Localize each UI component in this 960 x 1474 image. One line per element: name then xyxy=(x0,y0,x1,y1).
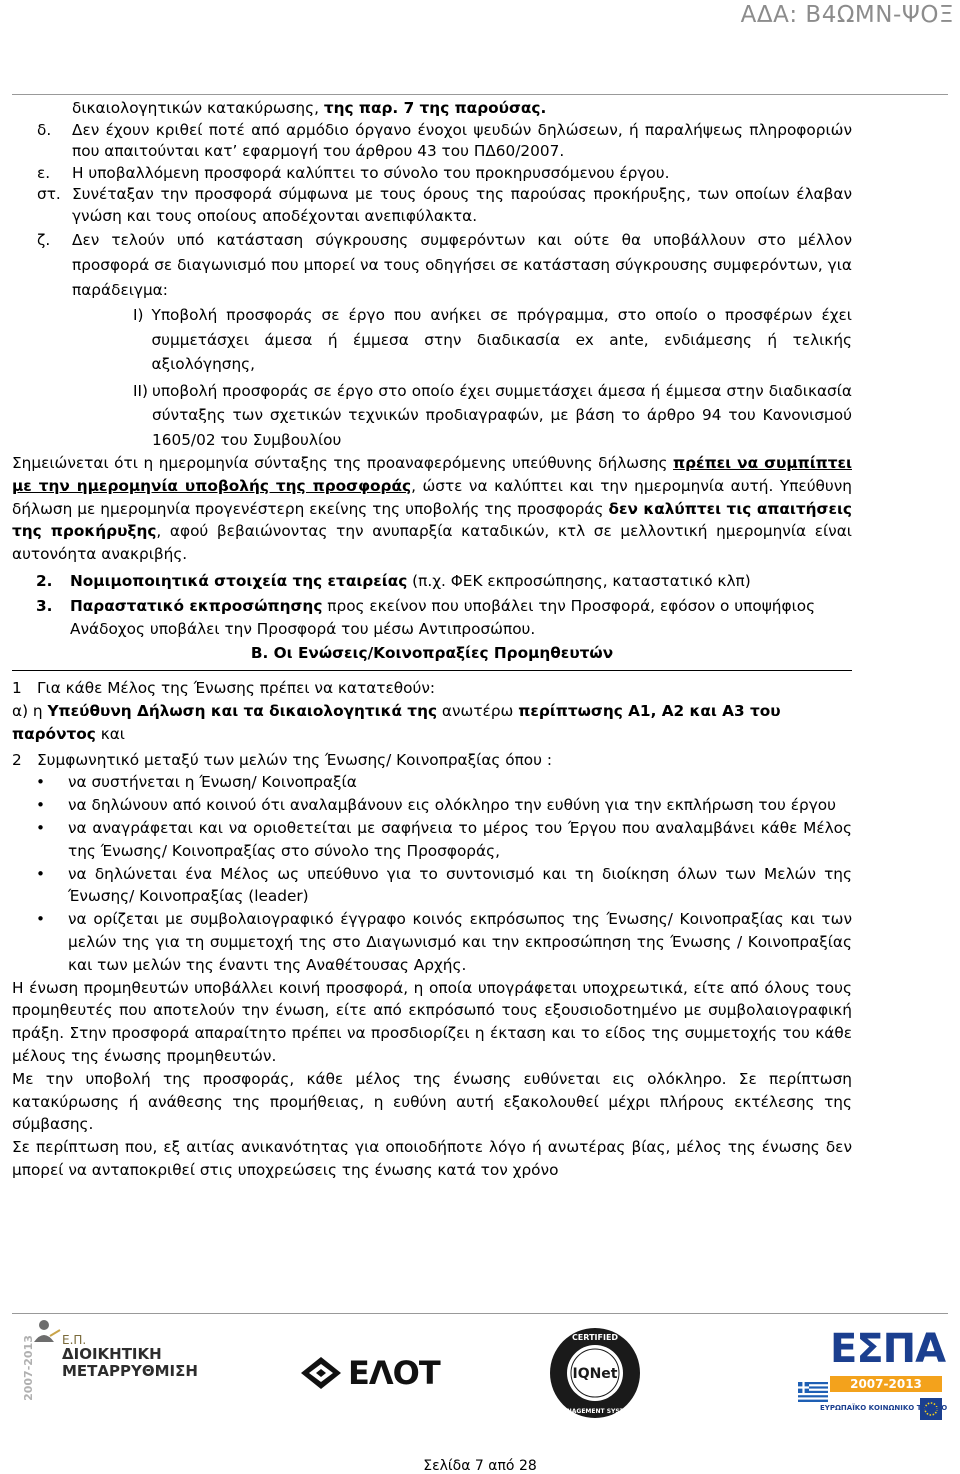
term-st: στ. Συνέταξαν την προσφορά σύμφωνα με τους όρους της παρούσας προκήρυξης, των οποίων έλαβαν γνώση και τους οποίους αποδέχονται ανεπιφύλακτα. xyxy=(37,185,852,225)
espa-years: 2007-2013 xyxy=(830,1376,942,1392)
section-b-divider xyxy=(12,670,852,671)
header-divider xyxy=(12,94,948,95)
term-d: δ. Δεν έχουν κριθεί ποτέ από αρμόδιο όργανο ένοχοι ψευδών δηλώσεων, ή παραλήψεως πληροφοριών που απαιτούνται κατ’ εφαρμογή του άρθρου 43 του ΠΔ60/2007. xyxy=(37,120,852,160)
page-number: Σελίδα 7 από 28 xyxy=(423,1458,537,1474)
document-body xyxy=(12,98,852,1182)
ep-emblem-icon xyxy=(30,1318,62,1344)
ada-code: ΑΔΑ: Β4ΩΜΝ-ΨΟΞ xyxy=(740,2,954,28)
section-b-title: Β. Οι Ενώσεις/Κοινοπραξίες Προμηθευτών xyxy=(250,644,614,663)
union-bullet: • να δηλώνουν από κοινού ότι αναλαμβάνουν εις ολόκληρο την ευθύνη για την εκπλήρωση του έργου xyxy=(36,796,836,815)
item-2: 2. Νομιμοποιητικά στοιχεία της εταιρείας (π.χ. ΦΕΚ εκπροσώπησης, καταστατικό κλπ) xyxy=(36,571,751,590)
union-bullet: • να ορίζεται με συμβολαιογραφικό έγγραφο κοινός εκπρόσωπος της Ένωσης/ Κοινοπραξίας και των μελών της για τη συμμετοχή της στο Διαγωνισμό και την εκπροσώπηση της Ένωσης / Κοινοπραξίας και των μελών της έναντι της Αναθέτουσας Αρχής. xyxy=(36,910,852,974)
footer-logos xyxy=(0,1318,960,1428)
svg-text:IQNet: IQNet xyxy=(572,1366,618,1382)
ep-years: 2007-2013 xyxy=(22,1335,35,1401)
term-continuation: δικαιολογητικών κατακύρωσης, της παρ. 7 της παρούσας. xyxy=(72,99,547,117)
term-z-sub-2: ΙΙ) υποβολή προσφοράς σε έργο στο οποίο έχει συμμετάσχει άμεσα ή έμμεσα στην διαδικασία σύνταξης των σχετικών τεχνικών προδιαγραφών, με βάση το άρθρο 94 του Κανονισμού 1605/02 του Συμβουλίου xyxy=(133,381,852,449)
union-bullet: • να δηλώνεται ένα Μέλος ως υπεύθυνο για το συντονισμό και τη διοίκηση όλων των Μελών της Ένωσης/ Κοινοπραξίας (leader) xyxy=(36,864,852,906)
iqnet-certification-logo xyxy=(548,1326,642,1420)
term-z-sub-1: Ι) Υποβολή προσφοράς σε έργο που ανήκει σε πρόγραμμα, στο οποίο ο προσφέρων έχει συμμετάσχει άμεσα ή έμμεσα στην διαδικασία ex ante, ενδιάμεσης ή τελικής αξιολόγησης, xyxy=(133,306,852,373)
closing-paragraph-2: Με την υποβολή της προσφοράς, κάθε μέλος της ένωσης ευθύνεται εις ολόκληρο. Σε περίπτωση κατακύρωσης ή ανάθεσης της προμήθειας, η ευθύνη αυτή εξακολουθεί μέχρι πλήρους εκτέλεσης της σύμβασης. xyxy=(12,1069,852,1134)
term-e: ε. Η υποβαλλόμενη προσφορά καλύπτει το σύνολο του προκηρυσσόμενου έργου. xyxy=(37,163,670,182)
closing-paragraph-1: Η ένωση προμηθευτών υποβάλλει κοινή προσφορά, η οποία υπογράφεται υποχρεωτικά, είτε από όλους τους προμηθευτές που αποτελούν την ένωση, είτε από εκπρόσωπό τους εξουσιοδοτημένο με συμβολαιογραφική πράξη. Στην προσφορά απαραίτητο πρέπει να προσδιορίζει η έκταση και το είδος της συμμετοχής του κάθε μέλους της ένωσης προμηθευτών. xyxy=(12,978,852,1065)
item-3: 3. Παραστατικό εκπροσώπησης προς εκείνον που υποβάλει την Προσφορά, εφόσον ο υποψήφιος Ανάδοχος υποβάλει την Προσφορά του μέσω Αντιπροσώπου. xyxy=(36,596,816,638)
footer-divider xyxy=(12,1313,948,1314)
svg-text:MANAGEMENT SYSTEM: MANAGEMENT SYSTEM xyxy=(556,1408,634,1415)
greek-flag-icon xyxy=(798,1382,828,1402)
union-list-1: 1 Για κάθε Μέλος της Ένωσης πρέπει να κατατεθούν: xyxy=(12,679,436,698)
espa-wordmark: ΕΣΠΑ xyxy=(830,1326,946,1372)
espa-logo xyxy=(798,1324,948,1424)
term-z: ζ. Δεν τελούν υπό κατάσταση σύγκρουσης συμφερόντων και ούτε θα υποβάλλουν στο μέλλον προσφορά σε διαγωνισμό που μπορεί να τους οδηγήσει σε κατάσταση σύγκρουσης συμφερόντων, για παράδειγμα: xyxy=(37,231,852,299)
elot-wordmark: ΕΛΟΤ xyxy=(348,1354,440,1392)
espa-fund-caption: ΕΥΡΩΠΑΪΚΟ ΚΟΙΝΩΝΙΚΟ ΤΑΜΕΙΟ xyxy=(820,1404,948,1412)
union-bullet: • να αναγράφεται και να οριοθετείται με σαφήνεια το μέρος του Έργου που αναλαμβάνει κάθε Μέλος της Ένωσης/ Κοινοπραξίας στο σύνολο της Προσφοράς, xyxy=(36,818,852,860)
ep-line-2: ΜΕΤΑΡΡΥΘΜΙΣΗ xyxy=(62,1362,198,1380)
ep-prefix: Ε.Π. xyxy=(62,1333,87,1347)
closing-paragraph-3: Σε περίπτωση που, εξ αιτίας ανικανότητας για οποιοδήποτε λόγο ή ανωτέρας βίας, μέλος της ένωσης δεν μπορεί να ανταποκριθεί στις υποχρεώσεις της ένωσης κατά τον χρόνο xyxy=(12,1138,852,1179)
declaration-date-note: Σημειώνεται ότι η ημερομηνία σύνταξης της προαναφερόμενης υπεύθυνης δήλωσης πρέπει να συμπίπτει με την ημερομηνία υποβολής της προσφοράς, ώστε να καλύπτει και την ημερομηνία αυτή. Υπεύθυνη δήλωση με ημερομηνία προγενέστερη εκείνης της υποβολής της προσφοράς δεν καλύπτει τις απαιτήσεις της προκήρυξης, αφού βεβαιώνοντας την ανυπαρξία καταδικών, κτλ σε μελλοντική ημερομηνία είναι αυτονόητα ανακριβής. xyxy=(12,454,853,564)
elot-emblem-icon xyxy=(300,1356,342,1390)
union-bullet: • να συστήνεται η Ένωση/ Κοινοπραξία xyxy=(36,773,357,792)
union-list-2: 2 Συμφωνητικό μεταξύ των μελών της Ένωσης/ Κοινοπραξίας όπου : xyxy=(12,750,553,769)
union-list-1a: α) η Υπεύθυνη Δήλωση και τα δικαιολογητικά της ανωτέρω περίπτωσης Α1, Α2 και Α3 του παρόντος και xyxy=(12,701,781,743)
ep-administrative-reform-logo xyxy=(22,1318,232,1418)
iqnet-seal-icon xyxy=(548,1326,642,1420)
elot-logo xyxy=(300,1356,440,1390)
ep-line-1: ΔΙΟΙΚΗΤΙΚΗ xyxy=(62,1345,162,1363)
svg-text:CERTIFIED: CERTIFIED xyxy=(571,1333,619,1342)
